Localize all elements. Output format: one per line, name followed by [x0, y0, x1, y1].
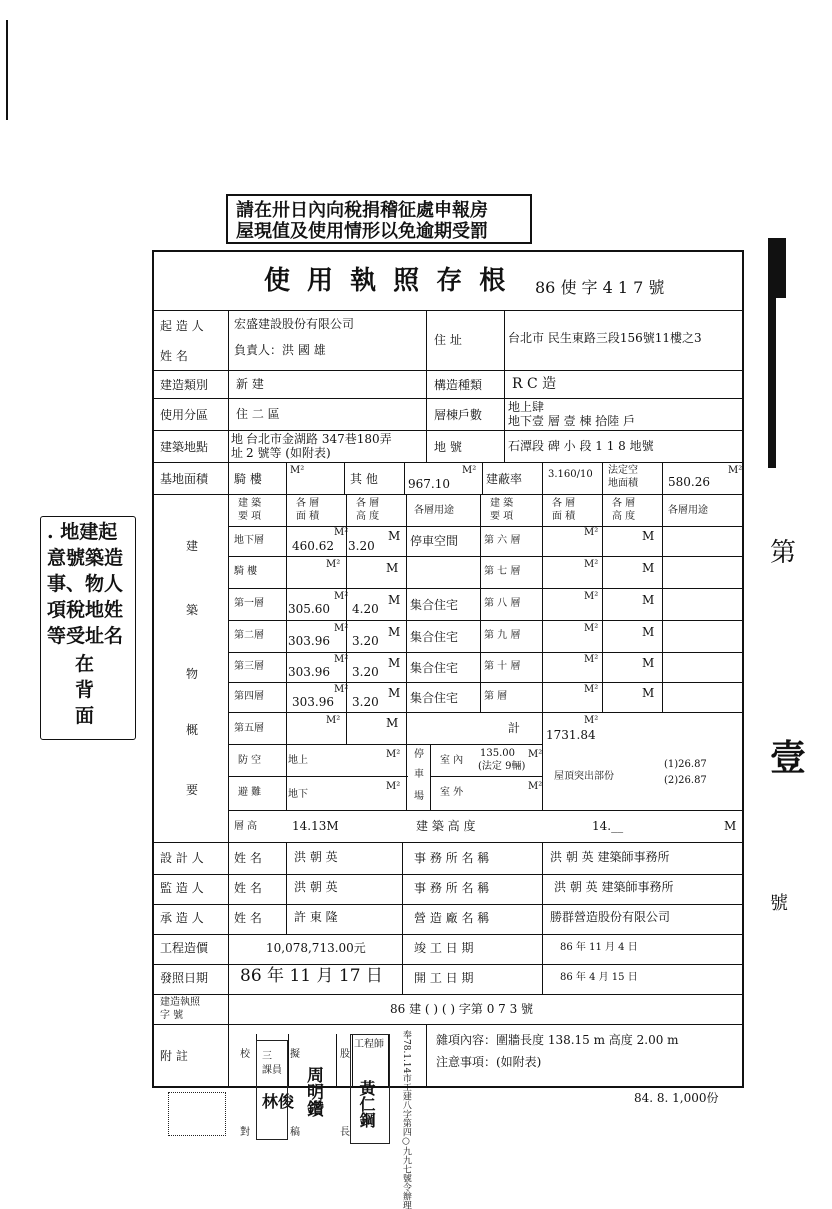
floor-label-9: 第 九 層 — [484, 630, 521, 641]
parking-char-3: 場 — [414, 791, 424, 802]
col-use: 各層用途 — [414, 505, 454, 516]
shelter-label-b: 避 難 — [238, 787, 262, 798]
floor-area-3: 303.96 — [288, 665, 330, 679]
col-item-2: 要 項 — [238, 511, 262, 522]
permit-label-1: 建造執照 — [160, 997, 200, 1008]
col-item-2-right: 要 項 — [490, 511, 514, 522]
zone-label: 使用分區 — [160, 408, 209, 422]
parking-value-1: 135.00 — [480, 748, 515, 759]
total-label: 計 — [508, 721, 521, 735]
sign-label-check: 校 — [240, 1049, 250, 1060]
open-space-label-2: 地面積 — [608, 478, 638, 489]
issue-date: 86 年 11 月 17 日 — [240, 966, 383, 986]
shelter-below: 地下 — [288, 789, 308, 800]
building-height-value: 14.__ — [592, 819, 624, 833]
roof-value-2: (2)26.87 — [664, 775, 707, 786]
building-height-unit: M — [724, 819, 737, 833]
sign-label-section: 股 — [340, 1049, 350, 1060]
sign-label-chief: 長 — [340, 1127, 350, 1138]
floors-value-2: 地下壹 層 壹 棟 拾陸 戶 — [508, 414, 636, 428]
floor-height-unit-8: M — [642, 593, 655, 607]
parking-value-2: (法定 9輛) — [478, 761, 526, 772]
designer-label: 設 計 人 — [160, 851, 204, 865]
roof-value-1: (1)26.87 — [664, 759, 707, 770]
issue-date-label: 發照日期 — [160, 971, 209, 985]
floor-height-4: 3.20 — [352, 695, 379, 709]
permit-number: 86 建 ( ) ( ) 字第 0 7 3 號 — [390, 1002, 534, 1016]
edge-char-3: 號 — [770, 893, 788, 914]
parking-indoor: 室 內 — [440, 755, 464, 766]
base-area-label: 基地面積 — [160, 472, 209, 486]
designer-office: 洪 朝 英 建築師事務所 — [550, 850, 670, 864]
print-number: 84. 8. 1,000份 — [634, 1091, 719, 1105]
floor-use-3: 集合住宅 — [410, 661, 459, 675]
shelter-below-unit: M² — [386, 781, 401, 792]
floor-label-blank: 第 層 — [484, 691, 508, 702]
floor-label-7: 第 七 層 — [484, 566, 521, 577]
floor-height-unit-2: M — [388, 625, 401, 639]
building-height-label: 建 築 高 度 — [416, 819, 476, 833]
shelter-above-unit: M² — [386, 749, 401, 760]
form-title: 使 用 執 照 存 根 — [264, 266, 510, 296]
col-area-1-right: 各 層 — [552, 498, 576, 509]
shelter-above: 地上 — [288, 755, 308, 766]
scan-edge-bar — [768, 298, 776, 468]
total-value: 1731.84 — [546, 728, 596, 742]
side-note-line-4: 項稅地姓 — [47, 599, 124, 621]
floor-area-unit-4: M² — [334, 684, 349, 695]
parking-outdoor: 室 外 — [440, 787, 464, 798]
arcade-unit: M² — [290, 465, 305, 476]
col-height-2-right: 高 度 — [612, 511, 636, 522]
floor-label-1: 第一層 — [234, 598, 264, 609]
floor-label-10: 第 十 層 — [484, 661, 521, 672]
floor-label-8: 第 八 層 — [484, 598, 521, 609]
floor-height-unit-7: M — [642, 561, 655, 575]
floor-height-3: 3.20 — [352, 665, 379, 679]
license-number: 86 使 字 4 1 7 號 — [535, 278, 665, 297]
site-sub-1: 地 — [231, 432, 244, 446]
floor-label-5: 第五層 — [234, 723, 264, 734]
site-sub-2: 址 — [231, 446, 244, 460]
floor-area-2: 303.96 — [288, 634, 330, 648]
coverage-label: 建蔽率 — [486, 472, 523, 486]
building-section-char-4: 概 — [186, 723, 199, 737]
supervisor-name-label: 姓 名 — [234, 881, 262, 895]
story-height-value: 14.13M — [292, 819, 339, 833]
floor-use-1: 集合住宅 — [410, 598, 459, 612]
edge-char-2: 壹 — [770, 737, 807, 779]
completion-label: 竣 工 日 期 — [414, 941, 474, 955]
designer-name-label: 姓 名 — [234, 851, 262, 865]
scan-edge-bar — [768, 238, 786, 298]
notice-line-2: 屋現值及使用情形以免逾期受罰 — [236, 221, 488, 242]
floor-area-unit-2: M² — [334, 623, 349, 634]
floor-label-6: 第 六 層 — [484, 535, 521, 546]
side-note-line-3: 事、物人 — [47, 573, 124, 595]
cost-value: 10,078,713.00元 — [266, 941, 366, 955]
floor-area-unit-7: M² — [584, 559, 599, 570]
floor-height-1: 4.20 — [352, 602, 379, 616]
structure-label: 構造種類 — [434, 378, 483, 392]
open-space-value: 580.26 — [668, 475, 710, 489]
supervisor-label: 監 造 人 — [160, 881, 204, 895]
attention-items: 注意事項：(如附表) — [436, 1055, 542, 1069]
cost-label: 工程造價 — [160, 941, 209, 955]
col-height-1-right: 各 層 — [612, 498, 636, 509]
owner-company: 宏盛建設股份有限公司 — [234, 317, 355, 331]
supervisor-office: 洪 朝 英 建築師事務所 — [554, 880, 674, 894]
floor-height-unit-5: M — [386, 716, 399, 730]
designer-office-label: 事 務 所 名 稱 — [414, 851, 490, 865]
floor-label-3: 第三層 — [234, 661, 264, 672]
side-note-line-2: 意號築造 — [47, 547, 124, 569]
sign-label-manuscript: 稿 — [290, 1127, 300, 1138]
stamp-frame-1 — [256, 1040, 288, 1140]
floor-label-b1: 地下層 — [234, 535, 264, 546]
floor-height-unit-b1: M — [388, 529, 401, 543]
site-value-1: 台北市金湖路 347巷180弄 — [246, 432, 392, 446]
open-space-unit: M² — [728, 465, 743, 476]
floor-height-unit-1: M — [388, 593, 401, 607]
structure-value: R C 造 — [512, 376, 557, 392]
coverage-value: 3.160/10 — [548, 469, 593, 480]
building-section-char-2: 築 — [186, 603, 199, 617]
contractor-name-label: 姓 名 — [234, 911, 262, 925]
floor-height-2: 3.20 — [352, 634, 379, 648]
address-value: 台北市 民生東路三段156號11樓之3 — [508, 331, 702, 345]
floor-area-unit-9: M² — [584, 623, 599, 634]
floor-area-unit-1: M² — [334, 591, 349, 602]
designer-name: 洪 朝 英 — [294, 850, 338, 864]
col-height-1: 各 層 — [356, 498, 380, 509]
edge-char-1: 第 — [770, 538, 797, 568]
floor-area-unit-6: M² — [584, 527, 599, 538]
scan-mark — [6, 20, 8, 120]
contractor-firm: 勝群營造股份有限公司 — [550, 910, 671, 924]
side-note-line-5: 等受址名 — [47, 625, 124, 647]
side-note-line-1: . 地建起 — [47, 521, 118, 543]
other-unit: M² — [462, 465, 477, 476]
floor-use-2: 集合住宅 — [410, 630, 459, 644]
category-label: 建造類別 — [160, 378, 209, 392]
signature-name-1: 林俊 — [262, 1092, 295, 1111]
floor-area-unit-arcade: M² — [326, 559, 341, 570]
floor-height-unit-10: M — [642, 656, 655, 670]
other-label: 其 他 — [350, 472, 378, 486]
floor-label-arcade: 騎 樓 — [234, 566, 258, 577]
stamp-frame-2 — [350, 1034, 390, 1144]
roof-label: 屋頂突出部份 — [554, 771, 614, 782]
col-area-2: 面 積 — [296, 511, 320, 522]
misc-content: 雜項內容：圍牆長度 138.15 m 高度 2.00 m — [436, 1033, 679, 1047]
floor-height-unit-blank: M — [642, 686, 655, 700]
floor-area-unit-3: M² — [334, 654, 349, 665]
side-note-line-7: 背 — [75, 679, 95, 701]
side-note-line-6: 在 — [75, 653, 95, 675]
floor-height-unit-9: M — [642, 625, 655, 639]
open-space-label-1: 法定空 — [608, 465, 638, 476]
signature-name-2: 周明鑽 — [303, 1066, 323, 1117]
owner-representative: 負責人：洪 國 雄 — [234, 343, 326, 357]
sign-label-draft: 擬 — [290, 1049, 300, 1060]
floor-label-4: 第四層 — [234, 691, 264, 702]
story-height-label: 層 高 — [234, 821, 258, 832]
sign-stamp-top-3: 工程師 — [354, 1039, 384, 1050]
floor-height-b1: 3.20 — [348, 539, 375, 553]
parking-indoor-unit: M² — [528, 749, 543, 760]
floors-value-1: 地上肆 — [508, 400, 545, 414]
side-note-box — [40, 516, 136, 740]
sign-label-verify: 對 — [240, 1127, 250, 1138]
parking-char-2: 車 — [414, 769, 424, 780]
floor-area-unit-blank: M² — [584, 684, 599, 695]
floor-area-unit-8: M² — [584, 591, 599, 602]
sign-stamp-top-2: 課員 — [262, 1065, 282, 1076]
stamp-frame-left — [168, 1092, 226, 1136]
site-value-2: 2 號等 (如附表) — [246, 446, 331, 460]
floor-height-unit-4: M — [388, 686, 401, 700]
col-item-1: 建 築 — [238, 498, 262, 509]
floors-label: 層棟戶數 — [434, 408, 483, 422]
notes-label: 附 註 — [160, 1049, 188, 1063]
floor-use-4: 集合住宅 — [410, 691, 459, 705]
sign-stamp-top-1: 三 — [262, 1051, 272, 1062]
building-section-char-3: 物 — [186, 667, 199, 681]
col-height-2: 高 度 — [356, 511, 380, 522]
contractor-name: 許 東 隆 — [294, 910, 338, 924]
floor-area-4: 303.96 — [292, 695, 334, 709]
parking-outdoor-unit: M² — [528, 781, 543, 792]
start-date-label: 開 工 日 期 — [414, 971, 474, 985]
floor-height-unit-arcade: M — [386, 561, 399, 575]
floor-label-2: 第二層 — [234, 630, 264, 641]
floor-height-unit-3: M — [388, 656, 401, 670]
side-note-line-8: 面 — [75, 705, 95, 727]
completion-date: 86 年 11 月 4 日 — [560, 942, 638, 953]
regulation-note: 奉78.1.14市工建八字第四○九九七號令辦理 — [400, 1030, 411, 1209]
owner-label: 起 造 人 — [160, 319, 204, 333]
floor-area-unit-5: M² — [326, 715, 341, 726]
col-use-right: 各層用途 — [668, 505, 708, 516]
supervisor-name: 洪 朝 英 — [294, 880, 338, 894]
site-label: 建築地點 — [160, 440, 209, 454]
tax-notice-box — [226, 194, 532, 244]
shelter-label-a: 防 空 — [238, 755, 262, 766]
parking-char-1: 停 — [414, 749, 424, 760]
lot-value: 石潭段 碑 小 段 1 1 8 地號 — [508, 439, 654, 453]
col-area-2-right: 面 積 — [552, 511, 576, 522]
col-item-1-right: 建 築 — [490, 498, 514, 509]
address-label: 住 址 — [434, 333, 462, 347]
floor-area-unit-b1: M² — [334, 527, 349, 538]
floor-area-unit-10: M² — [584, 654, 599, 665]
floor-area-1: 305.60 — [288, 602, 330, 616]
other-value: 967.10 — [408, 477, 450, 491]
permit-label-2: 字 號 — [160, 1010, 184, 1021]
zone-value: 住 二 區 — [236, 407, 280, 421]
arcade-label: 騎 樓 — [234, 472, 262, 486]
signature-name-3: 黃仁鋼 — [357, 1080, 376, 1128]
lot-label: 地 號 — [434, 440, 462, 454]
floor-height-unit-6: M — [642, 529, 655, 543]
supervisor-office-label: 事 務 所 名 稱 — [414, 881, 490, 895]
start-date: 86 年 4 月 15 日 — [560, 972, 638, 983]
name-label: 姓 名 — [160, 349, 188, 363]
building-section-char-5: 要 — [186, 783, 199, 797]
floor-use-b1: 停車空間 — [410, 534, 459, 548]
col-area-1: 各 層 — [296, 498, 320, 509]
building-section-char-1: 建 — [186, 539, 199, 553]
notice-line-1: 請在卅日內向稅捐稽征處申報房 — [236, 200, 488, 221]
category-value: 新 建 — [236, 377, 264, 391]
floor-area-b1: 460.62 — [292, 539, 334, 553]
contractor-firm-label: 營 造 廠 名 稱 — [414, 911, 490, 925]
contractor-label: 承 造 人 — [160, 911, 204, 925]
total-unit: M² — [584, 715, 599, 726]
